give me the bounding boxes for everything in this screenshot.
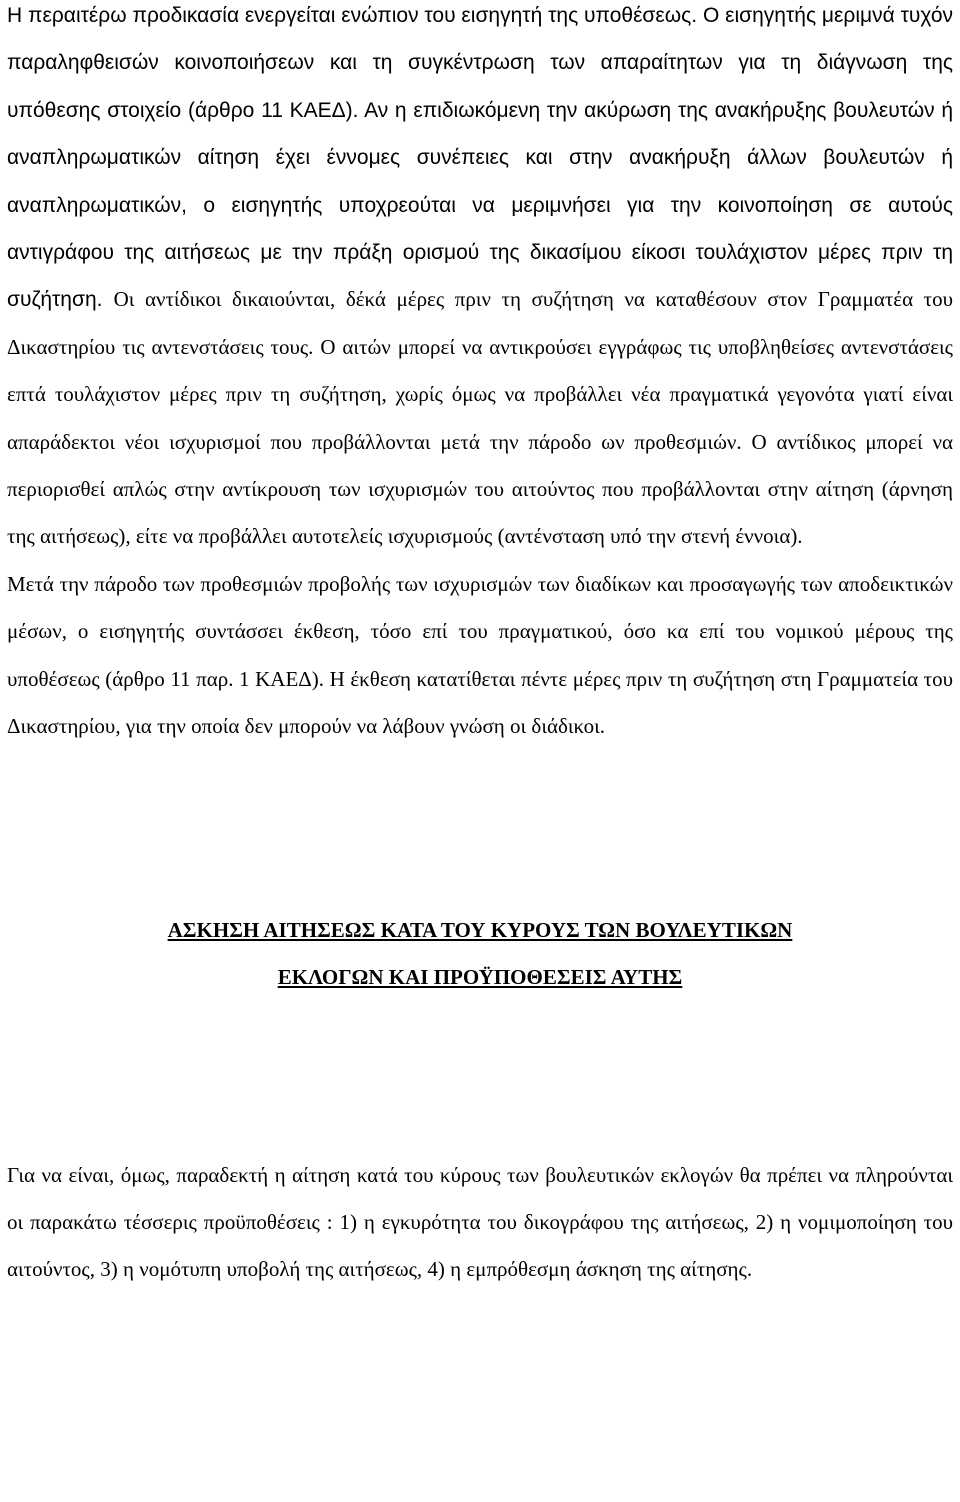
paragraph-admissibility-conditions: Για να είναι, όμως, παραδεκτή η αίτηση κατά του κύρους των βουλευτικών εκλογών θα πρέπει να πληρούνται οι παρακάτω τέσσερις προϋποθέσεις : 1) η εγκυρότητα του δικογράφου της αιτήσεως, 2) η νομιμοποίηση του αιτούντος, 3) η νομότυπη υποβολή της αιτήσεως, 4) η εμπρόθεσμη άσκηση της αίτησης.: [7, 1162, 953, 1282]
section-heading-line-2: ΕΚΛΟΓΩΝ ΚΑΙ ΠΡΟΫΠΟΘΕΣΕΙΣ ΑΥΤΗΣ: [277, 964, 683, 989]
section-heading: [7, 907, 953, 1001]
paragraph-rapporteur-report: Μετά την πάροδο των προθεσμιών προβολής των ισχυρισμών των διαδίκων και προσαγωγής των αποδεικτικών μέσων, ο εισηγητής συντάσσει έκθεση, τόσο επί του πραγματικού, όσο κα επί του νομικού μέρους της υποθέσεως (άρθρο 11 παρ. 1 ΚΑΕΔ). Η έκθεση κατατίθεται πέντε μέρες πριν τη συζήτηση στη Γραμματεία του Δικαστηρίου, για την οποία δεν μπορούν να λάβουν γνώση οι διάδικοι.: [7, 571, 953, 739]
paragraph-preliminary-procedure: [7, 0, 953, 561]
paragraph-run: Η περαιτέρω προδικασία ενεργείται ενώπιον του εισηγητή της υποθέσεως. Ο εισηγητής μεριμνά τυχόν παραληφθεισών κοινοποιήσεων και τη συγκέντρωση των απαραίτητων για τη διάγνωση της υπόθεσης στοιχείο (άρθρο 11 ΚΑΕΔ).: [7, 4, 953, 122]
section-heading-line-1: ΑΣΚΗΣΗ ΑΙΤΗΣΕΩΣ ΚΑΤΑ ΤΟΥ ΚΥΡΟΥΣ ΤΩΝ ΒΟΥΛΕΥΤΙΚΩΝ: [167, 917, 793, 942]
document-page: [7, 0, 953, 1294]
paragraph-run: Αν η επιδιωκόμενη την ακύρωση της ανακήρυξης βουλευτών ή αναπληρωματικών αίτηση έχει έννομες συνέπειες και στην ανακήρυξη άλλων βουλευτών ή αναπληρωματικών, ο εισηγητής υποχρεούται να μεριμνήσει για την κοινοποίηση σε αυτούς αντιγράφου της αιτήσεως με την πράξη ορισμού της δικασίμου είκοσι τουλάχιστον μέρες πριν τη συζήτηση.: [7, 98, 953, 312]
paragraph-run: Οι αντίδικοι δικαιούνται, δέκά μέρες πριν τη συζήτηση να καταθέσουν στον Γραμματέα του Δικαστηρίου τις αντενστάσεις τους. Ο αιτών μπορεί να αντικρούσει εγγράφως τις υποβληθείσες αντενστάσεις επτά τουλάχιστον μέρες πριν τη συζήτηση, χωρίς όμως να προβάλλει νέα πραγματικά γεγονότα γιατί είναι απαράδεκτοι νέοι ισχυρισμοί που προβάλλονται μετά την πάροδο ων προθεσμιών. Ο αντίδικος μπορεί να περιορισθεί απλώς στην αντίκρουση των ισχυρισμών του αιτούντος που προβάλλονται στην αίτηση (άρνηση της αιτήσεως), είτε να προβάλλει αυτοτελείς ισχυρισμούς (αντένσταση υπό την στενή έννοια).: [7, 287, 954, 549]
